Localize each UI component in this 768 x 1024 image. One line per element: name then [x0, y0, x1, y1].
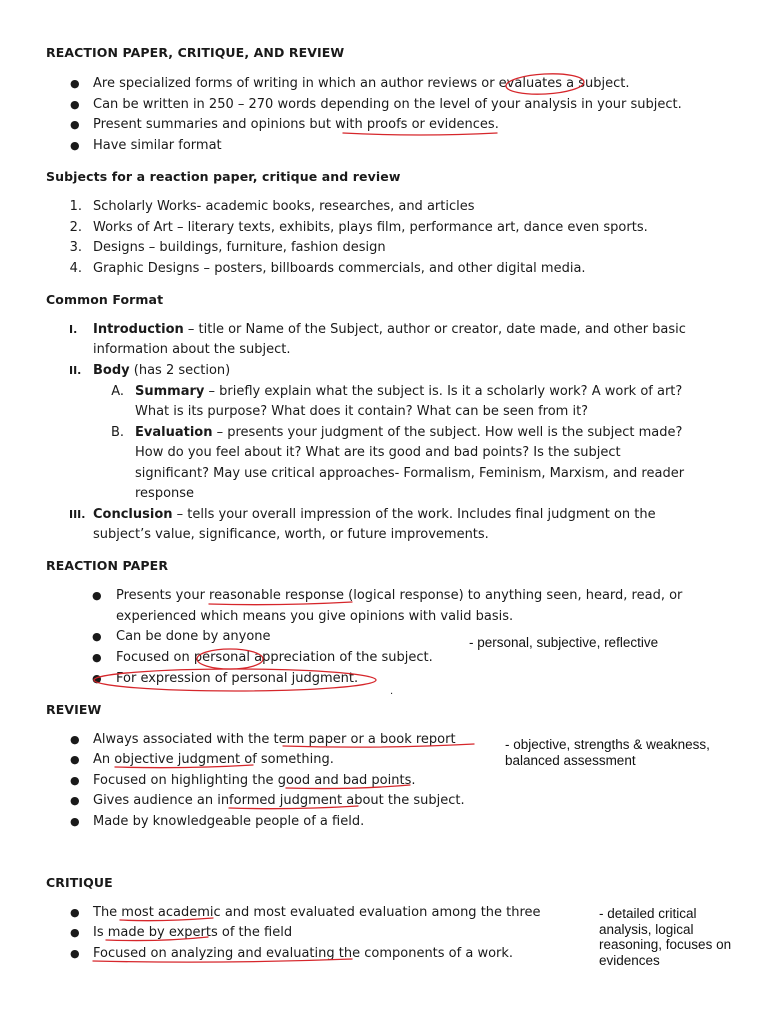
bullet-icon: ●: [92, 630, 102, 643]
term-body: Body: [93, 363, 130, 378]
bullet-icon: ●: [70, 794, 80, 807]
list-letter: A.: [111, 384, 124, 399]
bullet-icon: ●: [70, 733, 80, 746]
note-line: - objective, strengths & weakness,: [505, 737, 710, 752]
format-summary-cont: What is its purpose? What does it contain? What can be seen from it?: [135, 404, 589, 419]
list-number: 2.: [69, 220, 82, 235]
list-letter: B.: [110, 425, 124, 440]
list-item: Always associated with the term paper or a book report: [93, 732, 456, 747]
section-title-reaction-critique-review: REACTION PAPER, CRITIQUE, AND REVIEW: [46, 45, 345, 60]
list-item: Presents your reasonable response (logical response) to anything seen, heard, read, or: [116, 588, 683, 603]
list-number: 4.: [69, 261, 82, 276]
note-line: evidences: [599, 952, 660, 968]
format-introduction-cont: information about the subject.: [93, 342, 291, 357]
list-item: Made by knowledgeable people of a field.: [93, 814, 365, 829]
section-title-review: REVIEW: [46, 702, 102, 717]
note-line: balanced assessment: [505, 752, 636, 768]
list-item: Graphic Designs – posters, billboards commercials, and other digital media.: [93, 261, 586, 276]
list-item: Gives audience an informed judgment about the subject.: [93, 793, 465, 808]
section-title-reaction-paper: REACTION PAPER: [46, 558, 169, 573]
format-introduction: [93, 322, 686, 338]
section-title-common-format: Common Format: [46, 292, 164, 307]
text-fragment: – title or Name of the Subject, author or creator, date made, and other basic: [183, 322, 686, 337]
text-fragment: – tells your overall impression of the work. Includes final judgment on the: [172, 507, 656, 522]
list-item: Present summaries and opinions but with proofs or evidences.: [93, 117, 499, 132]
bullet-icon: ●: [92, 672, 102, 685]
bullet-icon: ●: [70, 906, 80, 919]
format-evaluation-cont: response: [135, 486, 195, 501]
bullet-icon: ●: [70, 926, 80, 939]
bullet-icon: ●: [70, 753, 80, 766]
list-item: Are specialized forms of writing in which an author reviews or evaluates a subject.: [93, 76, 630, 91]
list-item: Is made by experts of the field: [93, 925, 293, 940]
handwritten-note-critique: [599, 906, 731, 968]
bullet-icon: ●: [92, 589, 102, 602]
bullet-icon: ●: [70, 77, 80, 90]
term-evaluation: Evaluation: [135, 425, 213, 440]
format-evaluation-cont: significant? May use critical approaches- Formalism, Feminism, Marxism, and reader: [135, 466, 685, 481]
bullet-icon: ●: [70, 118, 80, 131]
text-fragment: – briefly explain what the subject is. Is it a scholarly work? A work of art?: [204, 384, 683, 399]
bullet-icon: ●: [70, 139, 80, 152]
list-item-cont: experienced which means you give opinions with valid basis.: [116, 609, 514, 624]
term-introduction: Introduction: [93, 322, 184, 337]
bullet-icon: ●: [70, 815, 80, 828]
bullet-icon: ●: [70, 774, 80, 787]
list-item: Focused on personal appreciation of the subject.: [116, 650, 433, 665]
note-line: reasoning, focuses on: [599, 937, 732, 952]
list-item: For expression of personal judgment.: [116, 671, 359, 686]
stray-mark: .: [390, 686, 394, 697]
list-item: Can be done by anyone: [116, 629, 271, 644]
format-conclusion: [93, 507, 656, 523]
bullet-icon: ●: [70, 98, 80, 111]
handwritten-note-reaction: - personal, subjective, reflective: [469, 635, 659, 650]
bullet-icon: ●: [70, 947, 80, 960]
format-conclusion-cont: subject’s value, significance, worth, or future improvements.: [93, 527, 489, 542]
roman-numeral: III.: [69, 508, 86, 521]
roman-numeral: I.: [69, 323, 78, 336]
format-summary: [135, 384, 682, 400]
list-item: Works of Art – literary texts, exhibits, plays film, performance art, dance even sports.: [93, 220, 648, 235]
list-item: Designs – buildings, furniture, fashion design: [93, 240, 386, 255]
section-title-subjects: Subjects for a reaction paper, critique and review: [46, 169, 401, 184]
list-item: Focused on analyzing and evaluating the components of a work.: [93, 946, 514, 961]
list-item: Scholarly Works- academic books, researches, and articles: [93, 199, 475, 214]
list-item: Focused on highlighting the good and bad points.: [93, 773, 416, 788]
list-number: 1.: [69, 199, 82, 214]
bullet-icon: ●: [92, 651, 102, 664]
list-number: 3.: [69, 240, 82, 255]
format-evaluation: [135, 425, 682, 441]
note-line: analysis, logical: [599, 921, 694, 937]
format-body: [93, 363, 230, 379]
underline-proofs: [343, 133, 497, 135]
text-fragment: – presents your judgment of the subject. How well is the subject made?: [212, 425, 683, 440]
list-item: An objective judgment of something.: [93, 752, 334, 767]
roman-numeral: II.: [69, 364, 82, 377]
text-fragment: (has 2 section): [129, 363, 231, 378]
handwritten-note-review: [505, 737, 710, 768]
list-item: Have similar format: [93, 138, 222, 153]
note-line: - detailed critical: [599, 906, 697, 921]
term-conclusion: Conclusion: [93, 507, 173, 522]
term-summary: Summary: [135, 384, 205, 399]
section-title-critique: CRITIQUE: [46, 875, 113, 890]
list-item: Can be written in 250 – 270 words depending on the level of your analysis in your subject.: [93, 97, 682, 112]
list-item: The most academic and most evaluated evaluation among the three: [93, 905, 541, 920]
format-evaluation-cont: How do you feel about it? What are its good and bad points? Is the subject: [135, 445, 621, 460]
